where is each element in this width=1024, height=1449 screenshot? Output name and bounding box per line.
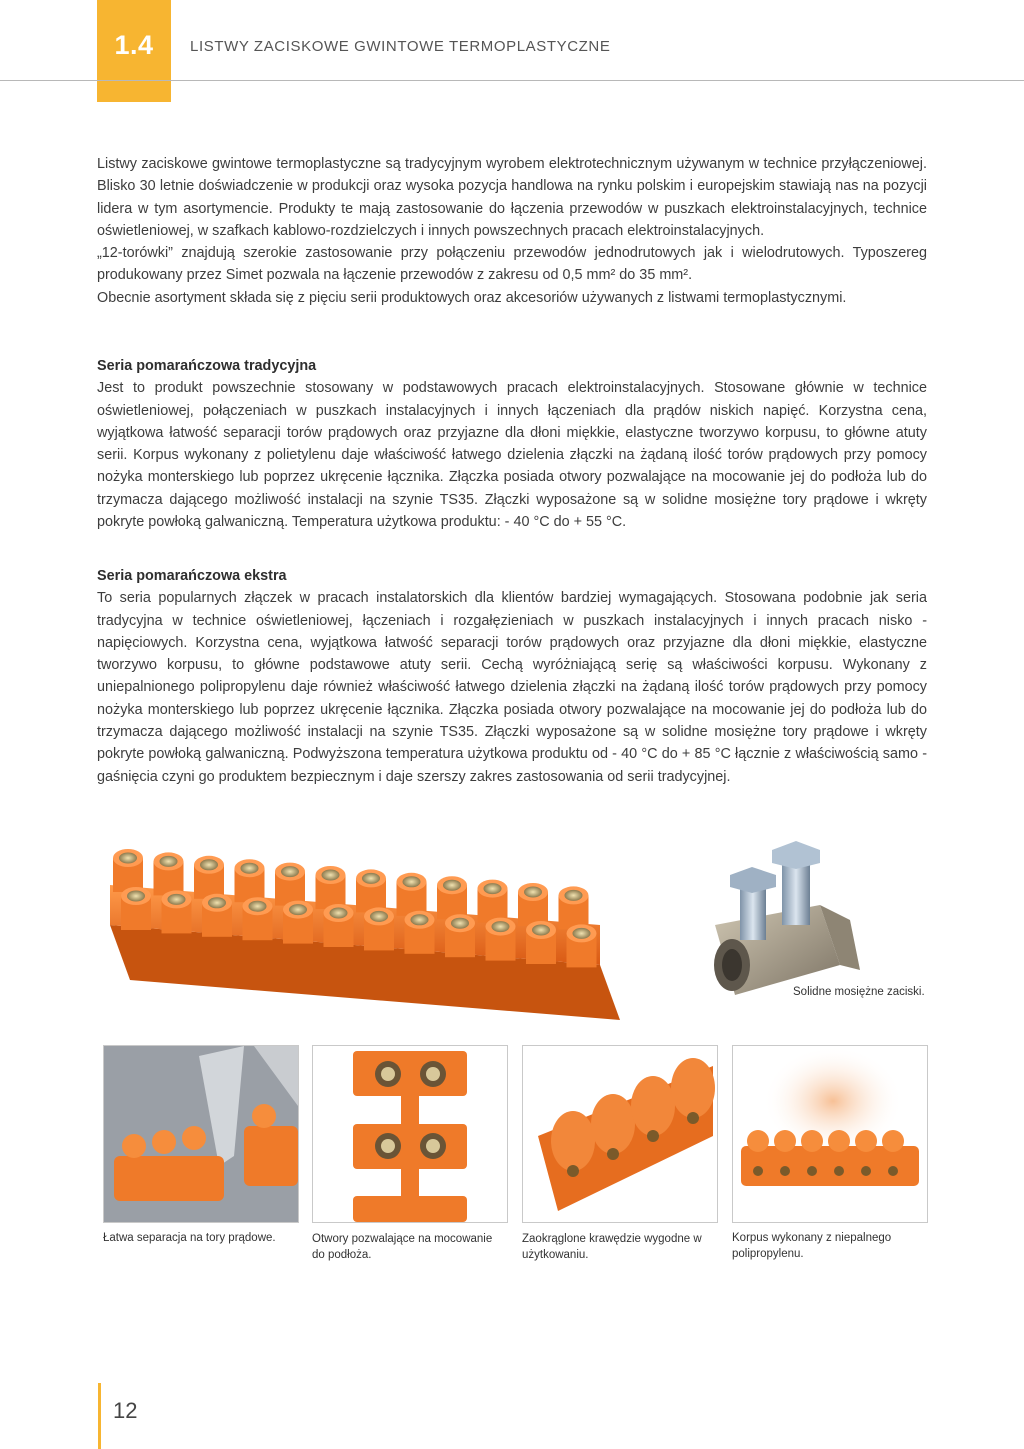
separation-illustration [104,1046,298,1222]
rounded-edges-illustration [523,1046,717,1222]
terminal-screw-hole [524,887,542,898]
terminal-screw-hole [411,914,429,925]
brass-terminal-photo [700,835,880,1005]
section-extra-text: To seria popularnych złączek w pracach instalatorskich dla klientów bardziej wymagających. Stosowana podobnie jak seria tradycyjna w technice oświetleniowej, łączeniach i rozgałęzieniach w puszkach instalacyjnych i innych pracach nisko - napięciowych. Korzystna cena, wyjątkowa łatwość separacji torów prądowych oraz przyjazne dla dłoni miękkie, elastyczne tworzywo korpusu, to główne podstawowe atuty serii. Cechą wyróżniającą serię są właściwości korpusu. Wykonany z uniepalnionego polipropylenu daje również właściwość łatwego dzielenia złączki na żądaną ilość torów prądowych przy pomocy nożyka monterskiego lub poprzez ukręcenie łącznika. Złączka posiada otwory pozwalające na mocowanie jej do podłoża lub do trzymacza dającego możliwość instalacji na szynie TS35. Złączki wyposażone są w solidne mosiężne tory prądowe i wkręty pokryte powłoką galwaniczną. Podwyższona temperatura użytkowa produktu od - 40 °C do + 85 °C łącznie z właściwością samo - gaśnięcia czyni go produktem bezpiecznym i daje szerszy zakres zastosowania od serii tradycyjnej. [97,590,927,785]
flame-retardant-photo [732,1045,928,1223]
terminal-strip-illustration [100,830,630,1030]
terminal-screw-hole [443,880,461,891]
terminal-screw-hole [565,890,583,901]
intro-text [97,153,927,309]
intro-paragraph-2: „12-torówki” znajdują szerokie zastosowanie przy połączeniu przewodów jednodrutowych jak i wielodrutowych. Typoszereg produkowany przez Simet pozwala na łączenie przewodów z zakresu od 0,5 mm² do 35 mm². [97,245,927,284]
section-number-tab [97,0,171,102]
rounded-edges-photo [522,1045,718,1223]
caption-mounting-holes: Otwory pozwalające na mocowanie do podłoża. [312,1233,493,1261]
intro-paragraph-1: Listwy zaciskowe gwintowe termoplastyczne są tradycyjnym wyrobem elektrotechnicznym używanym w technice przyłączeniowej. Blisko 30 letnie doświadczenie w produkcji oraz wysoka pozycja handlowa na rynku polskim i europejskim stawiają nas na pozycji lidera w tym asortymencie. Produkty te mają zastosowanie do łączenia przewodów w puszkach elektroinstalacyjnych, technice oświetleniowej, w szafkach kablowo-rozdzielczych i innych powszechnych pracach elektroinstalacyjnych. [97,156,927,239]
terminal-screw-hole [127,891,145,902]
terminal-screw-hole [451,918,469,929]
terminal-screw-hole [241,863,259,874]
terminal-screw-hole [249,901,267,912]
intro-paragraph-3: Obecnie asortyment składa się z pięciu serii produktowych oraz akcesoriów używanych z listwami termoplastycznymi. [97,289,847,306]
caption-rounded-edges: Zaokrąglone krawędzie wygodne w użytkowaniu. [522,1233,702,1261]
terminal-strip-photo [100,830,630,1030]
brass-terminal-illustration [700,835,880,1005]
terminal-screw-hole [119,853,137,864]
terminal-screw-hole [208,897,226,908]
terminal-screw-hole [322,870,340,881]
terminal-screw-hole [330,908,348,919]
section-title: LISTWY ZACISKOWE GWINTOWE TERMOPLASTYCZNE [190,38,611,55]
terminal-screw-hole [362,873,380,884]
terminal-screw-hole [281,866,299,877]
terminal-screw-hole [160,856,178,867]
terminal-screw-hole [484,883,502,894]
separation-photo [103,1045,299,1223]
section-extra-heading: Seria pomarańczowa ekstra [97,568,287,584]
section-number: 1.4 [114,30,154,60]
caption-separation: Łatwa separacja na tory prądowe. [103,1232,276,1244]
terminal-screw-hole [403,876,421,887]
terminal-screw-hole [573,928,591,939]
caption-flame-retardant: Korpus wykonany z niepalnego polipropylenu. [732,1232,892,1260]
page-number-rule [98,1383,101,1449]
terminal-screw-hole [168,894,186,905]
terminal-screw-hole [289,904,307,915]
section-traditional-text: Jest to produkt powszechnie stosowany w podstawowych pracach elektroinstalacyjnych. Stosowane głównie w technice oświetleniowej, połączeniach w puszkach instalacyjnych i innych łączeniach dla prądów niskich napięć. Korzystna cena, wyjątkowa łatwość separacji torów prądowych oraz przyjazne dla dłoni miękkie, elastyczne tworzywo korpusu, to główne atuty serii. Korpus wykonany z polietylenu daje właściwość łatwego dzielenia złączki na żądaną ilość torów prądowych przy pomocy nożyka monterskiego lub poprzez ukręcenie łącznika. Złączka posiada otwory pozwalające na mocowanie jej do podłoża lub do trzymacza dającego możliwość instalacji na szynie TS35. Złączki wyposażone są w solidne mosiężne tory prądowe i wkręty pokryte powłoką galwaniczną. Temperatura użytkowa produktu: - 40 °C do + 55 °C. [97,380,927,531]
terminal-screw-hole [532,925,550,936]
terminal-screw-hole [200,859,218,870]
mounting-holes-photo [312,1045,508,1223]
terminal-screw-hole [370,911,388,922]
section-traditional-heading: Seria pomarańczowa tradycyjna [97,358,317,374]
section-traditional [97,355,927,533]
page-number: 12 [113,1398,138,1423]
header-divider [0,80,1024,81]
brass-terminal-caption: Solidne mosiężne zaciski. [793,986,925,998]
terminal-screw-hole [492,921,510,932]
mounting-holes-illustration [313,1046,507,1222]
flame-retardant-illustration [733,1046,927,1222]
section-extra [97,565,927,788]
